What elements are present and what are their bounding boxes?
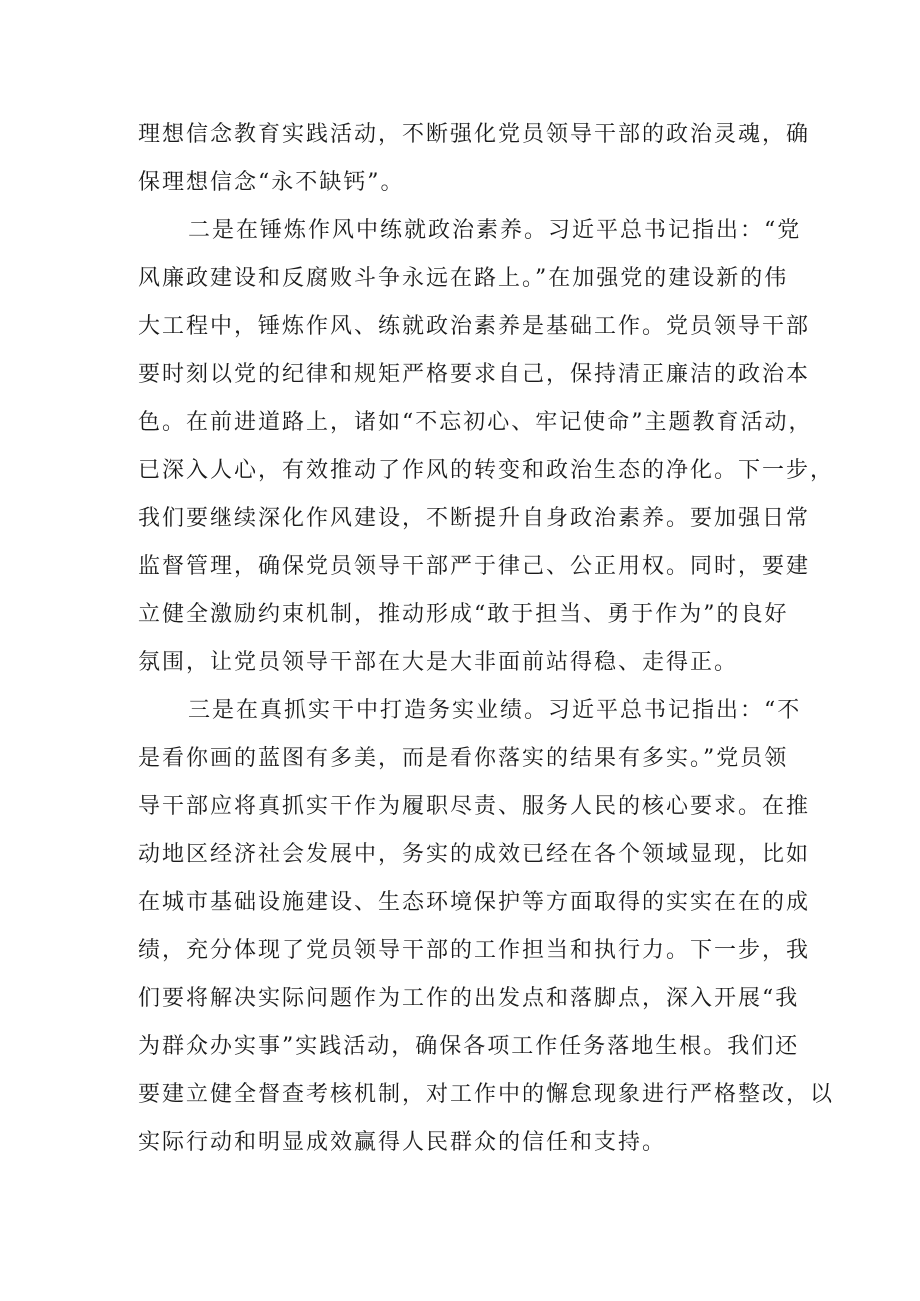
text-line: 我们要继续深化作风建设，不断提升自身政治素养。要加强日常 bbox=[138, 506, 811, 531]
document-body bbox=[138, 111, 835, 1167]
text-line: 导干部应将真抓实干作为履职尽责、服务人民的核心要求。在推 bbox=[138, 794, 811, 819]
paragraph-3 bbox=[138, 687, 835, 1167]
text-line: 三是在真抓实干中打造务实业绩。习近平总书记指出：“不 bbox=[188, 698, 802, 723]
text-line: 色。在前进道路上，诸如“不忘初心、牢记使命”主题教育活动， bbox=[138, 410, 813, 435]
text-line: 风廉政建设和反腐败斗争永远在路上。”在加强党的建设新的伟 bbox=[138, 266, 789, 291]
paragraph-1 bbox=[138, 111, 811, 207]
text-line: 氛围，让党员领导干部在大是大非面前站得稳、走得正。 bbox=[138, 650, 739, 675]
text-line: 已深入人心，有效推动了作风的转变和政治生态的净化。下一步， bbox=[138, 458, 835, 483]
text-line: 在城市基础设施建设、生态环境保护等方面取得的实实在在的成 bbox=[138, 890, 811, 915]
text-line: 监督管理，确保党员领导干部严于律己、公正用权。同时，要建 bbox=[138, 554, 811, 579]
text-line: 要建立健全督查考核机制，对工作中的懈怠现象进行严格整改，以 bbox=[138, 1082, 835, 1107]
paragraph-2 bbox=[138, 207, 835, 687]
text-line: 立健全激励约束机制，推动形成“敢于担当、勇于作为”的良好 bbox=[138, 602, 789, 627]
text-line: 绩，充分体现了党员领导干部的工作担当和执行力。下一步，我 bbox=[138, 938, 811, 963]
text-line: 要时刻以党的纪律和规矩严格要求自己，保持清正廉洁的政治本 bbox=[138, 362, 811, 387]
text-line: 二是在锤炼作风中练就政治素养。习近平总书记指出：“党 bbox=[188, 218, 802, 243]
text-line: 实际行动和明显成效赢得人民群众的信任和支持。 bbox=[138, 1130, 667, 1155]
text-line: 动地区经济社会发展中，务实的成效已经在各个领域显现，比如 bbox=[138, 842, 811, 867]
text-line: 大工程中，锤炼作风、练就政治素养是基础工作。党员领导干部 bbox=[138, 314, 811, 339]
text-line: 是看你画的蓝图有多美，而是看你落实的结果有多实。”党员领 bbox=[138, 746, 789, 771]
text-line: 保理想信念“永不缺钙”。 bbox=[138, 170, 405, 195]
text-line: 们要将解决实际问题作为工作的出发点和落脚点，深入开展“我 bbox=[138, 986, 800, 1011]
text-line: 为群众办实事”实践活动，确保各项工作任务落地生根。我们还 bbox=[138, 1034, 800, 1059]
text-line: 理想信念教育实践活动，不断强化党员领导干部的政治灵魂，确 bbox=[138, 122, 811, 147]
